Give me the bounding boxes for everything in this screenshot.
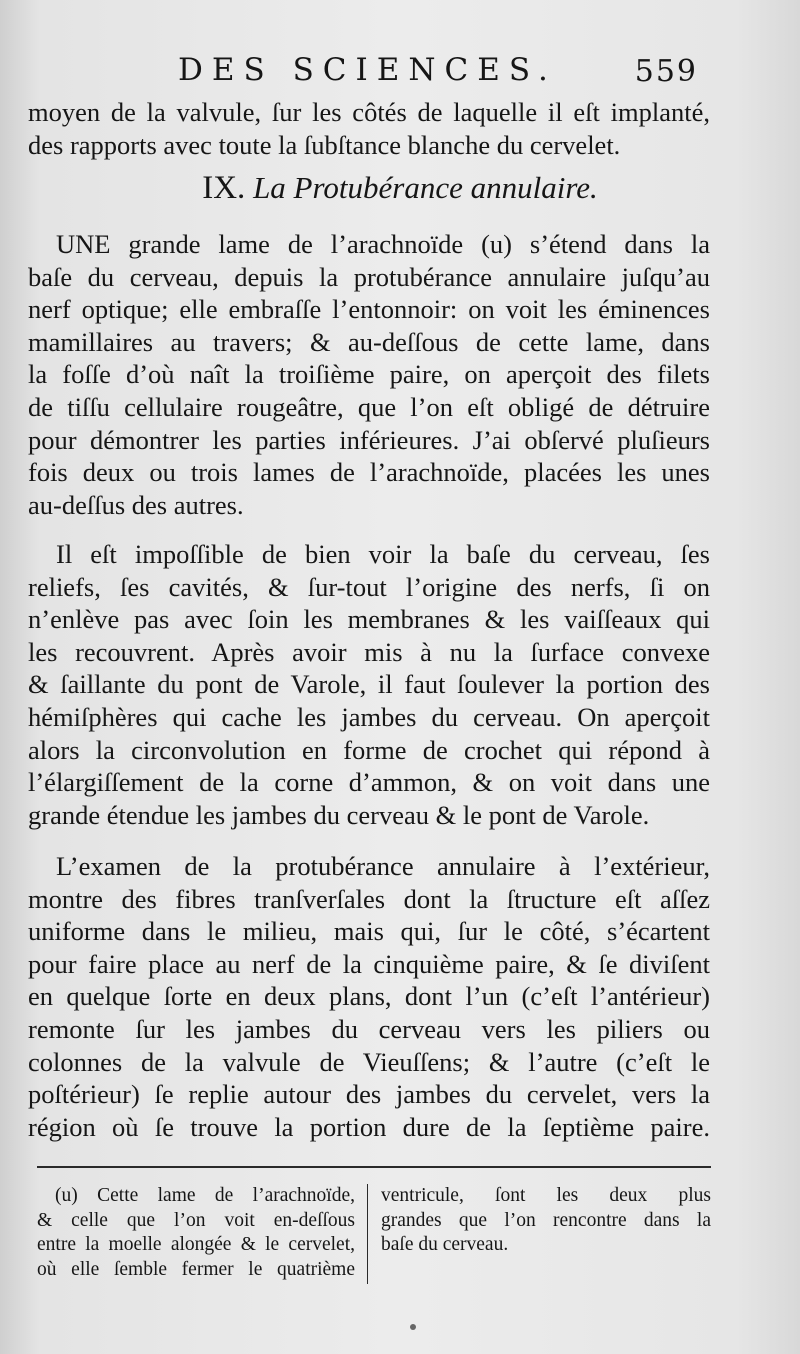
text-line: poſtérieur) ſe replie autour des jambes du cervelet, vers la <box>28 1079 710 1110</box>
text-line: hémiſphères qui cache les jambes du cerveau. On aperçoit <box>28 701 710 732</box>
running-head: DES SCIENCES. <box>178 52 557 88</box>
text-line: au-deſſus des autres. <box>28 489 244 520</box>
text-line: des rapports avec toute la ſubſtance blanche du cervelet. <box>28 129 621 160</box>
footnote-line: & celle que l’on voit en-deſſous <box>37 1209 355 1231</box>
footnote-line: ventricule, ſont les deux plus <box>381 1185 711 1206</box>
text-line: Il eſt impoſſible de bien voir la baſe du cerveau, ſes <box>56 539 710 569</box>
page-number: 559 <box>634 54 698 89</box>
section-number: IX. <box>202 170 246 206</box>
footnote <box>37 1184 711 1284</box>
text-line: de tiſſu cellulaire rougeâtre, que l’on eſt obligé de détruire <box>28 391 710 422</box>
text-line: les recouvrent. Après avoir mis à nu la ſurface convexe <box>28 636 710 667</box>
text-line: pour démontrer les parties inférieures. J’ai obſervé pluſieurs <box>28 424 710 455</box>
footnote-line: (u) Cette lame de l’arachnoïde, <box>55 1185 355 1206</box>
paragraph-1 <box>28 228 710 521</box>
text-line: région où ſe trouve la portion dure de la ſeptième paire. <box>28 1111 710 1142</box>
text-line: grande étendue les jambes du cerveau & le pont de Varole. <box>28 799 650 830</box>
text-line: nerf optique; elle embraſſe l’entonnoir: on voit les éminences <box>28 294 710 325</box>
text-line: reliefs, ſes cavités, & ſur-tout l’origine des nerfs, ſi on <box>28 571 710 602</box>
footnote-line: baſe du cerveau. <box>381 1234 509 1255</box>
text-line: colonnes de la valvule de Vieuſſens; & l’autre (c’eſt le <box>28 1046 710 1077</box>
footnote-divider <box>367 1184 368 1284</box>
text-line: moyen de la valvule, ſur les côtés de laquelle il eſt implanté, <box>28 97 710 127</box>
section-title: La Protubérance annulaire. <box>253 170 598 205</box>
text-line: uniforme dans le milieu, mais qui, ſur le côté, s’écartent <box>28 916 710 947</box>
text-line: remonte ſur les jambes du cerveau vers les piliers ou <box>28 1013 710 1044</box>
text-line: pour faire place au nerf de la cinquième paire, & ſe diviſent <box>28 948 710 979</box>
paragraph-3 <box>28 850 710 1143</box>
ink-dot <box>410 1324 416 1330</box>
text-line: mamillaires au travers; & au-deſſous de cette lame, dans <box>28 326 710 357</box>
footnote-line: entre la moelle alongée & le cervelet, <box>37 1234 355 1255</box>
text-line: l’élargiſſement de la corne d’ammon, & on voit dans une <box>28 767 710 798</box>
text-line: n’enlève pas avec ſoin les membranes & les vaiſſeaux qui <box>28 604 710 635</box>
footnote-left-column <box>37 1184 355 1282</box>
footnote-line: où elle ſemble fermer le quatrième <box>37 1258 355 1280</box>
text-line: fois deux ou trois lames de l’arachnoïde, placées les unes <box>28 457 710 488</box>
paragraph-2 <box>28 538 710 831</box>
text-line: L’examen de la protubérance annulaire à l’extérieur, <box>56 851 710 881</box>
text-line: en quelque ſorte en deux plans, dont l’un (c’eſt l’antérieur) <box>28 981 710 1012</box>
text-line: UNE grande lame de l’arachnoïde (u) s’étend dans la <box>56 229 710 259</box>
footnote-line: grandes que l’on rencontre dans la <box>381 1209 711 1231</box>
footnote-rule <box>37 1166 711 1168</box>
page-header <box>0 52 800 96</box>
footnote-right-column <box>381 1184 711 1258</box>
intro-text <box>28 96 710 161</box>
text-line: la foſſe d’où naît la troiſième paire, on aperçoit des filets <box>28 359 710 390</box>
text-line: & ſaillante du pont de Varole, il faut ſoulever la portion des <box>28 669 710 700</box>
section-heading <box>0 170 800 207</box>
text-line: alors la circonvolution en forme de crochet qui répond à <box>28 734 710 765</box>
text-line: baſe du cerveau, depuis la protubérance annulaire juſqu’au <box>28 261 710 292</box>
text-line: montre des fibres tranſverſales dont la ſtructure eſt aſſez <box>28 883 710 914</box>
